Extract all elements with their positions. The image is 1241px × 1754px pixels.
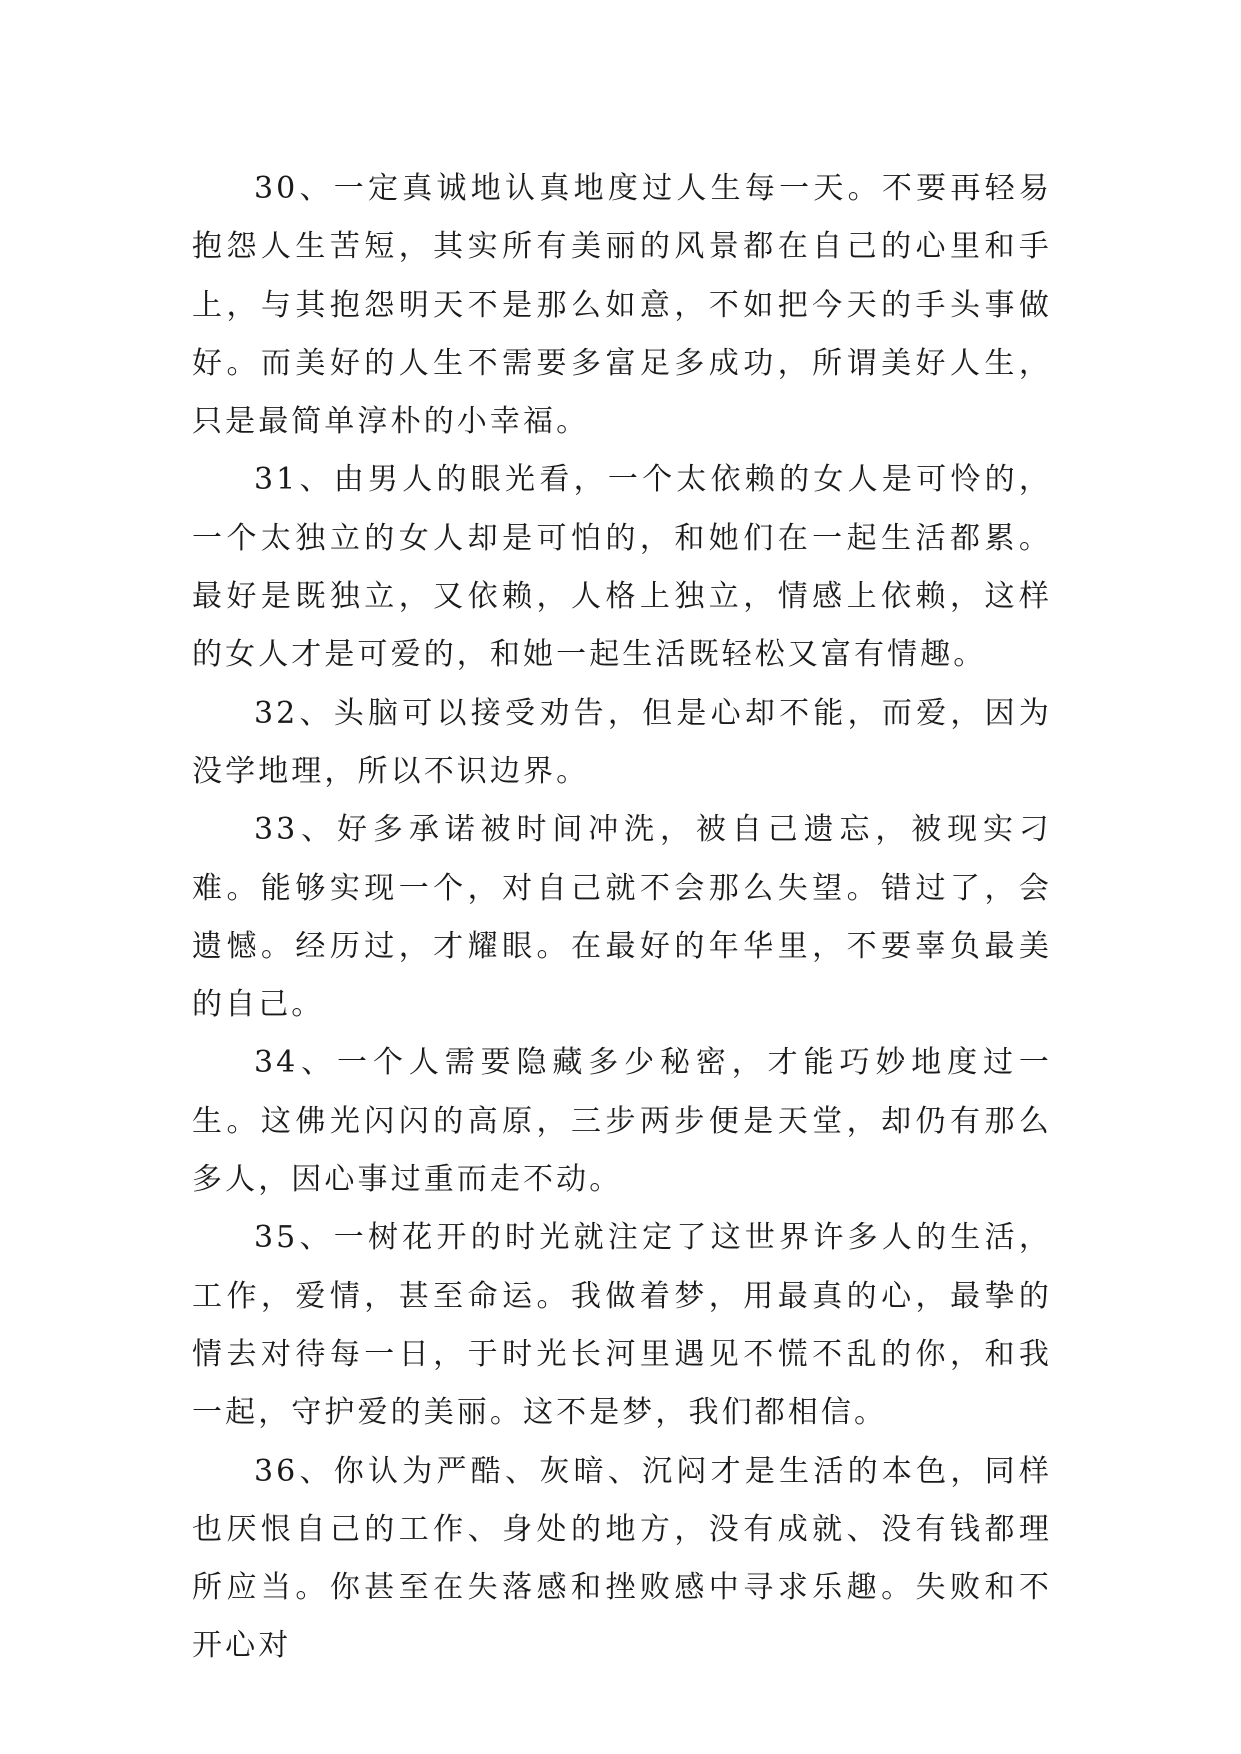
- paragraph-35: 35、一树花开的时光就注定了这世界许多人的生活，工作，爱情，甚至命运。我做着梦，用最真的心，最挚的情去对待每一日，于时光长河里遇见不慌不乱的你，和我一起，守护爱的美丽。这不是梦，我们都相信。: [192, 1220, 1052, 1431]
- document-body: [192, 160, 1052, 1676]
- paragraph-34: 34、一个人需要隐藏多少秘密，才能巧妙地度过一生。这佛光闪闪的高原，三步两步便是天堂，却仍有那么多人，因心事过重而走不动。: [192, 1045, 1052, 1198]
- paragraph-33: 33、好多承诺被时间冲洗，被自己遗忘，被现实刁难。能够实现一个，对自己就不会那么失望。错过了，会遗憾。经历过，才耀眼。在最好的年华里，不要辜负最美的自己。: [192, 812, 1052, 1023]
- paragraph-30: 30、一定真诚地认真地度过人生每一天。不要再轻易抱怨人生苦短，其实所有美丽的风景都在自己的心里和手上，与其抱怨明天不是那么如意，不如把今天的手头事做好。而美好的人生不需要多富足多成功，所谓美好人生，只是最简单淳朴的小幸福。: [192, 171, 1052, 440]
- paragraph-31: 31、由男人的眼光看，一个太依赖的女人是可怜的，一个太独立的女人却是可怕的，和她们在一起生活都累。最好是既独立，又依赖，人格上独立，情感上依赖，这样的女人才是可爱的，和她一起生活既轻松又富有情趣。: [192, 462, 1052, 673]
- paragraph-36: 36、你认为严酷、灰暗、沉闷才是生活的本色，同样也厌恨自己的工作、身处的地方，没有成就、没有钱都理所应当。你甚至在失落感和挫败感中寻求乐趣。失败和不开心对: [192, 1453, 1052, 1664]
- paragraph-32: 32、头脑可以接受劝告，但是心却不能，而爱，因为没学地理，所以不识边界。: [192, 695, 1052, 789]
